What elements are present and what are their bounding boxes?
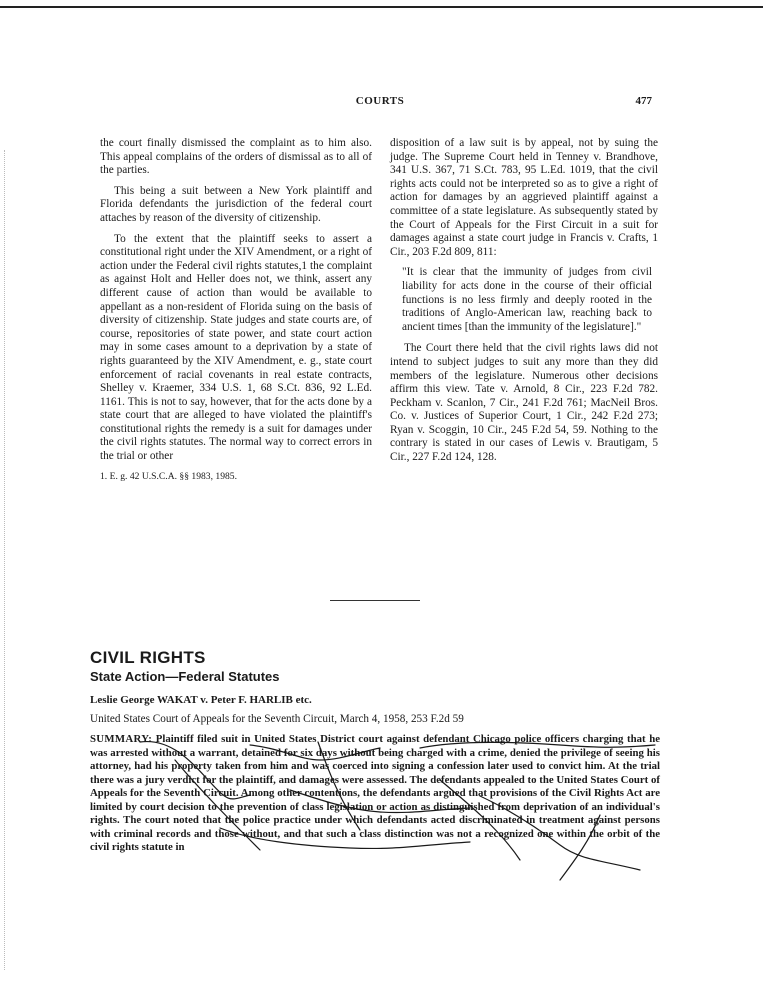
section-separator (330, 600, 420, 601)
case-parties: Leslie George WAKAT v. Peter F. HARLIB etc. (90, 694, 312, 706)
summary-text: Plaintiff filed suit in United States District court against defendant Chicago police officers charging that he was arrested without a warrant, detained for six days without being charged with a crime, denied the privilege of seeing his attorney, had his property taken from him and was coerced into signing a confession later used to convict him. At the trial there was a jury verdict for the plaintiff, and damages were assessed. The defendants appealed to the United States Court of Appeals for the Seventh Circuit. Among other contentions, the defendants argued that provisions of the Civil Rights Act are limited by court decision to the prevention of class legislation or action as distinguished from deprivation of an individual's rights. The court noted that the police practice under which defendants acted discriminated in treatment against persons with criminal records and those without, and that such a class distinction was not a recognized one within the orbit of the civil rights statute in (90, 733, 661, 853)
left-paragraph-2: This being a suit between a New York plaintiff and Florida defendants the jurisdiction of the federal court attaches by reason of the diversity of citizenship. (100, 184, 372, 224)
block-quote: "It is clear that the immunity of judges from civil liability for acts done in the course of their official functions is no less firmly and deeply rooted in the traditions of Anglo-American law, reaching back to ancient times [than the immunity of the legislature]." (402, 266, 652, 333)
civil-rights-section (90, 648, 660, 855)
left-column (100, 137, 372, 490)
left-paragraph-1: the court finally dismissed the complaint as to him also. This appeal complains of the orders of dismissal as to all of the parties. (100, 137, 372, 177)
section-subtitle: State Action—Federal Statutes (90, 669, 280, 684)
case-citation: United States Court of Appeals for the Seventh Circuit, March 4, 1958, 253 F.2d 59 (90, 713, 464, 725)
case-summary (90, 733, 660, 855)
top-border-line (0, 6, 763, 8)
page-header (100, 95, 660, 111)
right-column (390, 137, 658, 472)
left-paragraph-3: To the extent that the plaintiff seeks to assert a constitutional right under the XIV Amendment, or a right of action under the Federal civil rights statutes,1 the complaint as against Holt and Heller does not, we think, assert any different cause of action than would be available to appellant as a non-resident of Florida suing on the basis of diversity of citizenship. State judges and state courts are, of course, repositories of state power, and state court action may in some cases amount to a deprivation by a state of rights guaranteed by the XIV Amendment, e. g., state court enforcement of racial covenants in real estate contracts, Shelley v. Kraemer, 334 U.S. 1, 68 S.Ct. 836, 92 L.Ed. 1161. This is not to say, however, that for the acts done by a state court that are alleged to have violated the plaintiff's constitutional rights the remedy is a suit for damages under the civil rights statutes. The normal way to correct errors in the trial or other (100, 232, 372, 463)
running-head: COURTS (355, 95, 405, 107)
left-margin-dots (4, 150, 5, 970)
summary-label: SUMMARY: (90, 733, 153, 745)
footnote: 1. E. g. 42 U.S.C.A. §§ 1983, 1985. (100, 470, 237, 482)
page-number: 477 (635, 95, 652, 107)
section-title: CIVIL RIGHTS (90, 648, 206, 667)
right-paragraph-3: The Court there held that the civil rights laws did not intend to subject judges to suit any more than they did members of the legislature. Numerous other decisions affirm this view. Tate v. Arnold, 8 Cir., 223 F.2d 782. Peckham v. Scanlon, 7 Cir., 241 F.2d 761; MacNeil Bros. Co. v. Justices of Superior Court, 1 Cir., 242 F.2d 273; Ryan v. Scoggin, 10 Cir., 245 F.2d 54, 59. Nothing to the contrary is stated in our cases of Lewis v. Brautigam, 5 Cir., 227 F.2d 124, 128. (390, 342, 658, 464)
right-paragraph-1: disposition of a law suit is by appeal, not by suing the judge. The Supreme Court held in Tenney v. Brandhove, 341 U.S. 367, 71 S.Ct. 783, 95 L.Ed. 1019, that the civil rights acts could not be interpreted so as to give a right of action for damages by an aggrieved plaintiff against a committee of a state legislature. As subsequently stated by the Court of Appeals for the First Circuit in a suit for damages against a state court judge in Francis v. Crafts, 1 Cir., 203 F.2d 809, 811: (390, 137, 658, 258)
